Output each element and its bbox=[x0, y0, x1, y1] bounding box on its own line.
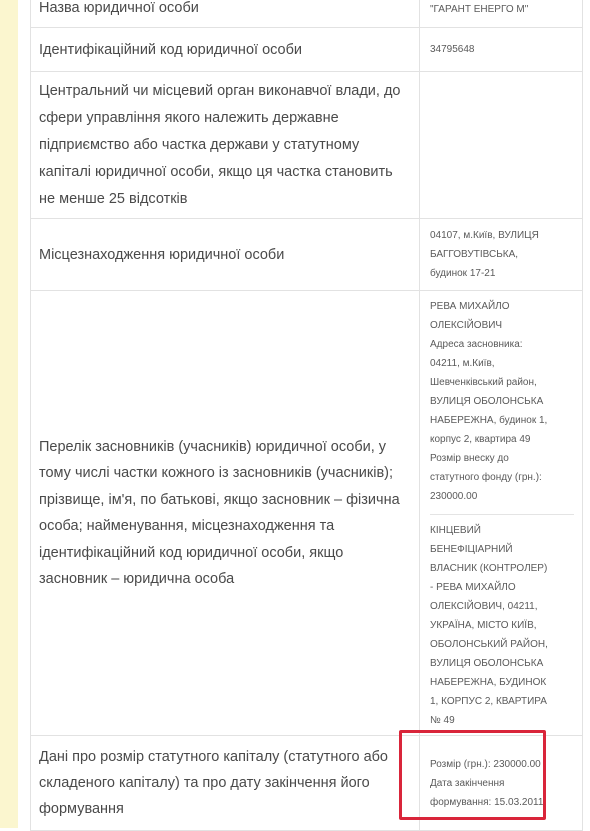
founder-line: 04211, м.Київ, bbox=[430, 357, 495, 369]
value-line: "ГАРАНТ ЕНЕРГО М" bbox=[430, 4, 529, 15]
row-value-authority bbox=[420, 72, 583, 219]
beneficiary-line: ВУЛИЦЯ ОБОЛОНСЬКА bbox=[430, 657, 544, 669]
beneficiary-line: КІНЦЕВИЙ bbox=[430, 524, 481, 536]
row-value-id-code bbox=[420, 28, 583, 72]
founder-line: корпус 2, квартира 49 bbox=[430, 433, 531, 445]
capital-line: формування: 15.03.2011 bbox=[430, 796, 544, 808]
founder-line: ОЛЕКСІЙОВИЧ bbox=[430, 319, 503, 331]
beneficiary-line: УКРАЇНА, МІСТО КИЇВ, bbox=[430, 619, 537, 631]
row-label-id-code: Ідентифікаційний код юридичної особи bbox=[31, 28, 420, 72]
founder-divider bbox=[430, 514, 574, 515]
row-label-capital: Дані про розмір статутного капіталу (статутного або складеного капіталу) та про дату закінчення його формування bbox=[31, 736, 420, 831]
beneficiary-line: - РЕВА МИХАЙЛО bbox=[430, 581, 516, 593]
value-line: 34795648 bbox=[430, 44, 475, 55]
founder-line: ВУЛИЦЯ ОБОЛОНСЬКА bbox=[430, 395, 544, 407]
capital-line: Розмір (грн.): 230000.00 bbox=[430, 758, 541, 770]
table-row-authority bbox=[31, 72, 583, 219]
beneficiary-line: БЕНЕФІЦІАРНИЙ bbox=[430, 543, 513, 555]
page-edge-strip bbox=[0, 0, 18, 828]
row-value-name bbox=[420, 0, 583, 28]
beneficiary-line: НАБЕРЕЖНА, БУДИНОК bbox=[430, 676, 547, 688]
founder-line: 230000.00 bbox=[430, 490, 478, 502]
table-row-id-code bbox=[31, 28, 583, 72]
table-row-name bbox=[31, 0, 583, 28]
founder-line: НАБЕРЕЖНА, будинок 1, bbox=[430, 414, 548, 426]
table-row-founders bbox=[31, 291, 583, 736]
founder-line: статутного фонду (грн.): bbox=[430, 471, 542, 483]
beneficiary-line: № 49 bbox=[430, 714, 455, 726]
row-label-name: Назва юридичної особи bbox=[31, 0, 420, 28]
beneficiary-block bbox=[430, 521, 574, 730]
capital-highlight-box bbox=[399, 730, 546, 820]
legal-entity-table bbox=[30, 0, 583, 831]
founder-block bbox=[430, 297, 574, 506]
beneficiary-line: ВЛАСНИК (КОНТРОЛЕР) bbox=[430, 562, 548, 574]
beneficiary-line: 1, КОРПУС 2, КВАРТИРА bbox=[430, 695, 547, 707]
beneficiary-line: ОБОЛОНСЬКИЙ РАЙОН, bbox=[430, 638, 548, 650]
founder-line: Адреса засновника: bbox=[430, 338, 523, 350]
row-value-location bbox=[420, 219, 583, 291]
founder-line: РЕВА МИХАЙЛО bbox=[430, 300, 510, 312]
row-label-founders: Перелік засновників (учасників) юридичної особи, у тому числі частки кожного із засновників (учасників); прізвище, ім'я, по батькові, якщо засновник – фізична особа; найменування, місцезнаходження та ідентифікаційний код юридичної особи, якщо засновник – юридична особа bbox=[31, 291, 420, 736]
table-row-location bbox=[31, 219, 583, 291]
founder-line: Шевченківський район, bbox=[430, 376, 537, 388]
legal-entity-table-wrapper bbox=[30, 0, 547, 831]
capital-line: Дата закінчення bbox=[430, 777, 505, 789]
value-line: БАГГОВУТІВСЬКА, bbox=[430, 249, 519, 260]
beneficiary-line: ОЛЕКСІЙОВИЧ, 04211, bbox=[430, 600, 538, 612]
value-line: будинок 17-21 bbox=[430, 268, 496, 279]
row-label-authority: Центральний чи місцевий орган виконавчої влади, до сфери управління якого належить державне підприємство або частка держави у статутному капіталі юридичної особи, якщо ця частка становить не менше 25 відсотків bbox=[31, 72, 420, 219]
value-line: 04107, м.Київ, ВУЛИЦЯ bbox=[430, 230, 539, 241]
row-label-location: Місцезнаходження юридичної особи bbox=[31, 219, 420, 291]
row-value-founders bbox=[420, 291, 583, 736]
founder-line: Розмір внеску до bbox=[430, 452, 509, 464]
